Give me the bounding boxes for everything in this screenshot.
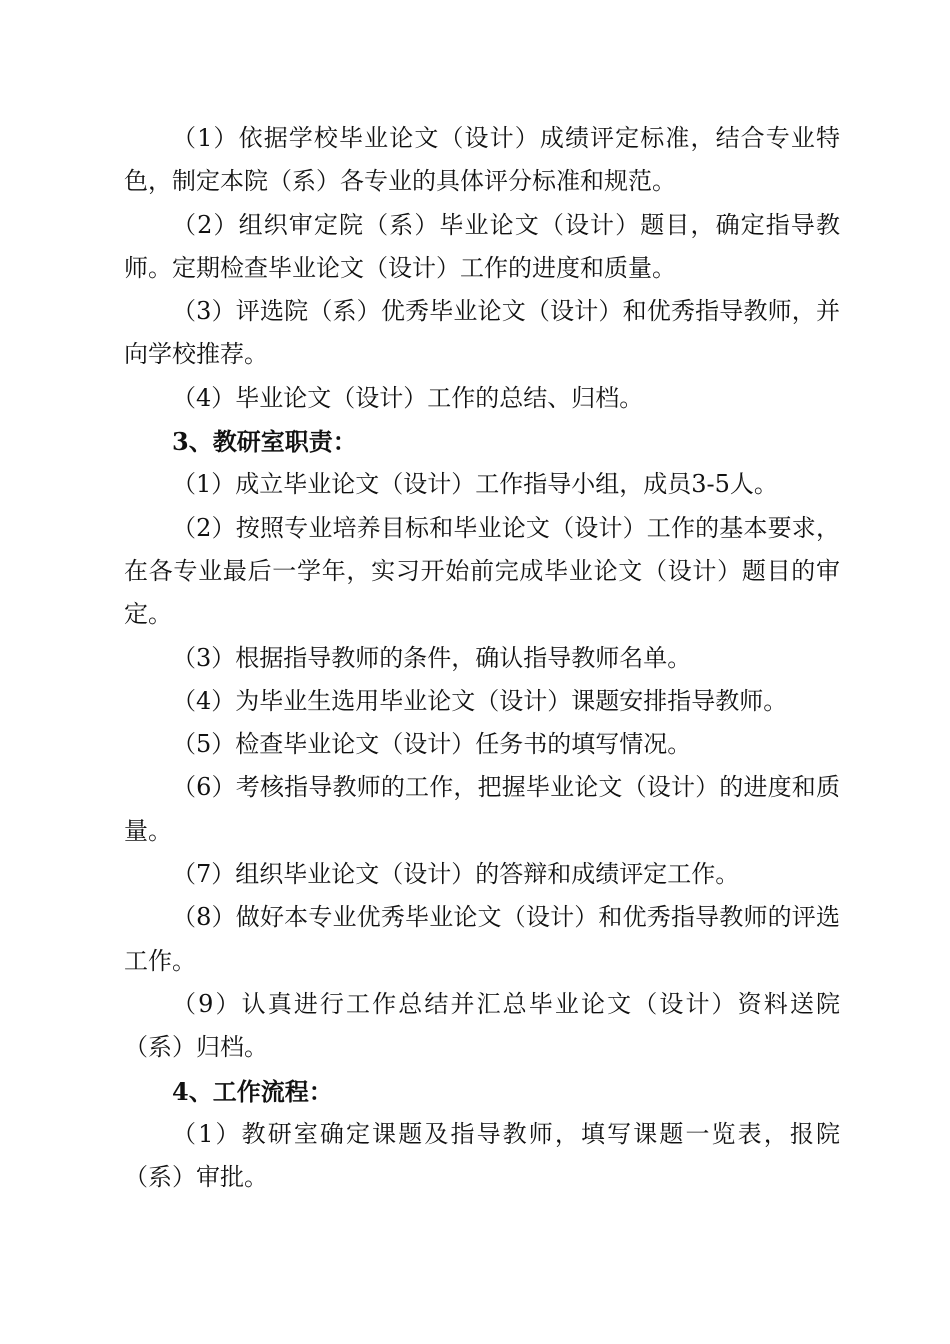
- paragraph-topic-review: （2）组织审定院（系）毕业论文（设计）题目，确定指导教师。定期检查毕业论文（设计）工作的进度和质量。: [124, 210, 840, 282]
- paragraph-excellence-review: （8）做好本专业优秀毕业论文（设计）和优秀指导教师的评选工作。: [124, 903, 840, 975]
- paragraph-excellence-selection: （3）评选院（系）优秀毕业论文（设计）和优秀指导教师，并向学校推荐。: [124, 297, 840, 369]
- paragraph-guidance-group: （1）成立毕业论文（设计）工作指导小组，成员3-5人。: [172, 470, 778, 499]
- paragraph-check-task-book: （5）检查毕业论文（设计）任务书的填写情况。: [172, 730, 692, 759]
- paragraph-workflow-step-1: （1）教研室确定课题及指导教师，填写课题一览表，报院（系）审批。: [124, 1119, 840, 1192]
- section-heading-4: 4、工作流程：: [172, 1076, 333, 1106]
- paragraph-confirm-advisors: （3）根据指导教师的条件，确认指导教师名单。: [172, 643, 692, 672]
- document-body: [124, 117, 840, 1199]
- paragraph-grading-standards: （1）依据学校毕业论文（设计）成绩评定标准，结合专业特色，制定本院（系）各专业的具体评分标准和规范。: [124, 124, 840, 196]
- section-heading-3: 3、教研室职责：: [172, 427, 357, 457]
- paragraph-defense-grading: （7）组织毕业论文（设计）的答辩和成绩评定工作。: [172, 860, 740, 889]
- paragraph-topic-approval: （2）按照专业培养目标和毕业论文（设计）工作的基本要求，在各专业最后一学年，实习开始前完成毕业论文（设计）题目的审定。: [124, 513, 840, 629]
- paragraph-assess-advisors: （6）考核指导教师的工作，把握毕业论文（设计）的进度和质量。: [124, 773, 840, 845]
- paragraph-summary-archive: （4）毕业论文（设计）工作的总结、归档。: [172, 383, 644, 412]
- paragraph-assign-advisors: （4）为毕业生选用毕业论文（设计）课题安排指导教师。: [172, 686, 788, 715]
- paragraph-work-summary: （9）认真进行工作总结并汇总毕业论文（设计）资料送院（系）归档。: [124, 989, 840, 1062]
